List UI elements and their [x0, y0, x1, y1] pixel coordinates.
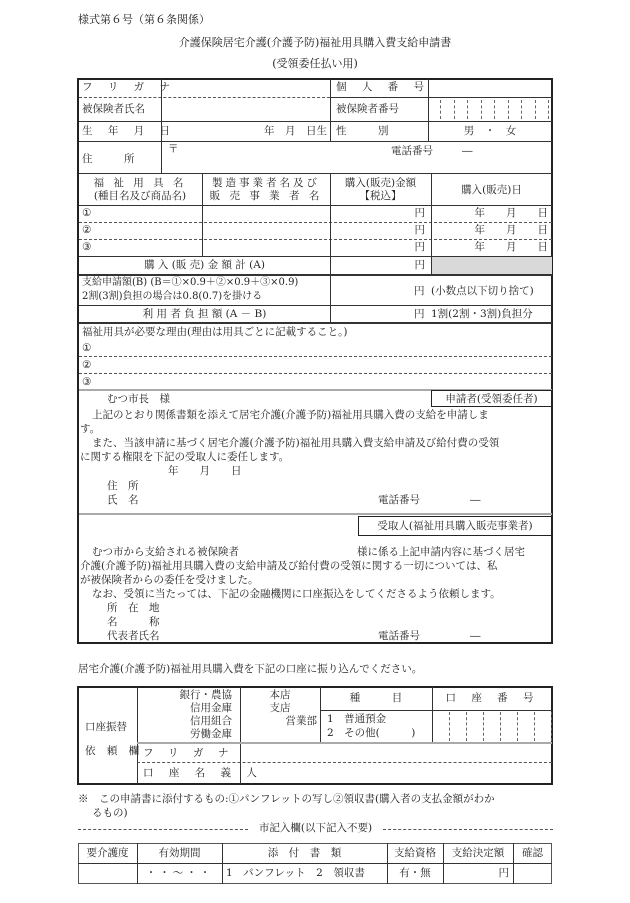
claim-amount-label: 支給申請額(B) (B＝①×0.9＋②×0.9＋③×0.9): [82, 277, 299, 288]
personal-number-input[interactable]: [431, 79, 551, 96]
birth-date-field[interactable]: 年 月 日生: [264, 125, 327, 137]
recipient-org-label: 名 称: [107, 616, 160, 628]
item-name-header: 福 祉 用 具 名: [93, 177, 187, 189]
claim-yen: 円: [414, 285, 425, 297]
recipient-location-label: 所 在 地: [107, 602, 160, 614]
reason-input-2[interactable]: [98, 357, 550, 372]
user-burden-yen: 円: [414, 308, 425, 320]
city-value: 有・無: [399, 867, 431, 879]
form-subtitle: (受領委任払い用): [272, 57, 358, 70]
reason-mark: ①: [82, 342, 92, 354]
applicant-text: 上記のとおり関係書類を添えて居宅介護(介護予防)福祉用具購入費の支給を申請しま: [92, 409, 489, 421]
applicant-phone-dash: ―: [470, 494, 481, 506]
claim-rounding-note: (小数点以下切り捨て): [431, 285, 534, 297]
attachments-note: ※ この申請書に添付するもの:①パンフレットの写し②領収書(購入者の支払金額がわか: [78, 793, 495, 805]
personal-number-label: 個 人 番 号: [336, 81, 431, 93]
bank-section-label: 依 頼 欄: [85, 745, 144, 757]
insured-number-input[interactable]: [431, 98, 551, 120]
account-furigana-input[interactable]: [242, 744, 550, 759]
item-amount-yen: 円: [414, 241, 425, 253]
applicant-text: す。: [80, 423, 101, 435]
address-label: 住 所: [82, 153, 135, 165]
city-value: ・・〜・・: [145, 867, 214, 879]
birth-date-label: 生 年 月 日: [82, 125, 177, 137]
institution-type[interactable]: 信用金庫: [190, 702, 232, 714]
recipient-text: なお、受領に当たっては、下記の金融機関に口座振込をしてくださるよう依頼します。: [92, 588, 501, 600]
amount-tax-header: 【税込】: [359, 190, 402, 202]
institution-type[interactable]: 信用組合: [190, 715, 232, 727]
city-header: 支給決定額: [451, 847, 505, 859]
seller-header: 販 売 事 業 者 名: [209, 190, 323, 202]
recipient-rep-input[interactable]: [170, 629, 370, 642]
recipient-phone-label: 電話番号: [378, 630, 420, 642]
applicant-name-input[interactable]: [150, 493, 370, 508]
postal-mark-icon: 〒: [168, 143, 179, 155]
applicant-text: また、当該申請に基づく居宅介護(介護予防)福祉用具購入費支給申請及び給付費の受領: [92, 437, 500, 449]
reason-mark: ③: [82, 376, 92, 388]
city-header: 確認: [522, 847, 543, 859]
item-name-subheader: (種目名及び商品名): [93, 190, 187, 202]
recipient-org-input[interactable]: [170, 615, 550, 629]
account-holder-input[interactable]: [242, 764, 550, 783]
insured-name-blank[interactable]: [235, 545, 355, 559]
applicant-address-input[interactable]: [150, 478, 550, 493]
recipient-phone-dash: ―: [470, 630, 481, 642]
phone-dash: ―: [462, 145, 473, 157]
branch-type[interactable]: 営業部: [285, 715, 317, 727]
attachments-note: るもの): [92, 807, 128, 819]
reason-label: 福祉用具が必要な理由(理由は用具ごとに記載すること。): [82, 326, 348, 338]
total-label: 購 入 (販 売) 金 額 計 (A): [144, 259, 265, 271]
form-number: 様式第６号（第６条関係）: [78, 13, 210, 26]
recipient-label: 受取人(福祉用具購入販売事業者): [377, 520, 533, 532]
city-value: 円: [498, 867, 509, 879]
reason-input-3[interactable]: [98, 374, 550, 389]
item-mark: ③: [82, 241, 92, 253]
city-value: 1 パンフレット 2 領収書: [226, 867, 365, 879]
item-mark: ①: [82, 207, 92, 219]
claim-amount-note: 2割(3割)負担の場合は0.8(0.7)を掛ける: [82, 291, 263, 302]
insured-name-label: 被保険者氏名: [82, 103, 145, 115]
furigana-input[interactable]: [164, 79, 328, 96]
amount-header: 購入(販売)金額: [344, 177, 417, 189]
address-input[interactable]: [164, 142, 550, 172]
account-number-header: 口 座 番 号: [445, 692, 540, 704]
city-header: 要介護度: [86, 847, 129, 859]
recipient-text: 様に係る上記申請内容に基づく居宅: [357, 546, 525, 558]
user-burden-label: 利 用 者 負 担 額 (A － B): [142, 308, 267, 320]
branch-type[interactable]: 本店: [269, 689, 291, 701]
city-section-label: 市記入欄(以下記入不要): [258, 822, 373, 834]
insured-name-input[interactable]: [164, 98, 328, 120]
city-header: 支給資格: [394, 847, 436, 859]
item-date: 年 月 日: [474, 241, 548, 253]
maker-header: 製造事業者名及び: [212, 177, 320, 189]
phone-label: 電話番号: [391, 145, 433, 157]
application-date[interactable]: 年 月 日: [168, 465, 242, 477]
recipient-text: が被保険者からの委任を受けました。: [80, 574, 259, 586]
recipient-text: 介護(介護予防)福祉用具購入費の支給申請及び給付費の受領に関する一切については、私: [80, 560, 498, 572]
recipient-location-input[interactable]: [170, 601, 550, 615]
applicant-label: 申請者(受領委任者): [445, 393, 538, 405]
account-holder-label: 口 座 名 義 人: [143, 767, 263, 779]
purchase-date-header: 購入(販売)日: [461, 184, 522, 196]
account-type-option[interactable]: 1 普通預金: [327, 713, 387, 725]
city-header: 添 付 書 類: [267, 847, 342, 859]
gender-label: 性 別: [336, 125, 389, 137]
user-burden-note: 1割(2割・3割)負担分: [431, 308, 533, 320]
account-furigana-label: フ リ ガ ナ: [143, 747, 231, 759]
account-type-option[interactable]: 2 その他( ): [327, 727, 416, 739]
insured-number-label: 被保険者番号: [336, 103, 399, 115]
bank-section-label: 口座振替: [85, 721, 127, 733]
applicant-phone-label: 電話番号: [378, 494, 420, 506]
recipient-text: むつ市から支給される被保険者: [92, 546, 239, 558]
item-date: 年 月 日: [474, 207, 548, 219]
recipient-rep-label: 代表者氏名: [107, 630, 160, 642]
item-amount-yen: 円: [414, 224, 425, 236]
account-type-header: 種 目: [349, 692, 403, 704]
applicant-name-label: 氏 名: [107, 494, 139, 506]
applicant-text: に関する権限を下記の受取人に委任します。: [80, 451, 290, 463]
item-amount-yen: 円: [414, 207, 425, 219]
transfer-note: 居宅介護(介護予防)福祉用具購入費を下記の口座に振り込んでください。: [78, 663, 423, 675]
branch-type[interactable]: 支店: [269, 702, 291, 714]
applicant-address-label: 住 所: [107, 480, 139, 492]
total-date-shaded: [431, 257, 552, 274]
institution-type[interactable]: 労働金庫: [190, 728, 232, 740]
total-yen: 円: [414, 259, 425, 271]
furigana-label: フ リ ガ ナ: [82, 81, 177, 93]
addressee: むつ市長 様: [107, 393, 170, 405]
city-header: 有効期間: [158, 847, 201, 859]
form-title: 介護保険居宅介護(介護予防)福祉用具購入費支給申請書: [178, 36, 452, 49]
reason-mark: ②: [82, 359, 92, 371]
gender-field[interactable]: 男 ・ 女: [463, 125, 517, 137]
item-date: 年 月 日: [474, 224, 548, 236]
institution-type[interactable]: 銀行・農協: [179, 689, 232, 701]
item-mark: ②: [82, 224, 92, 236]
reason-input-1[interactable]: [98, 340, 550, 355]
